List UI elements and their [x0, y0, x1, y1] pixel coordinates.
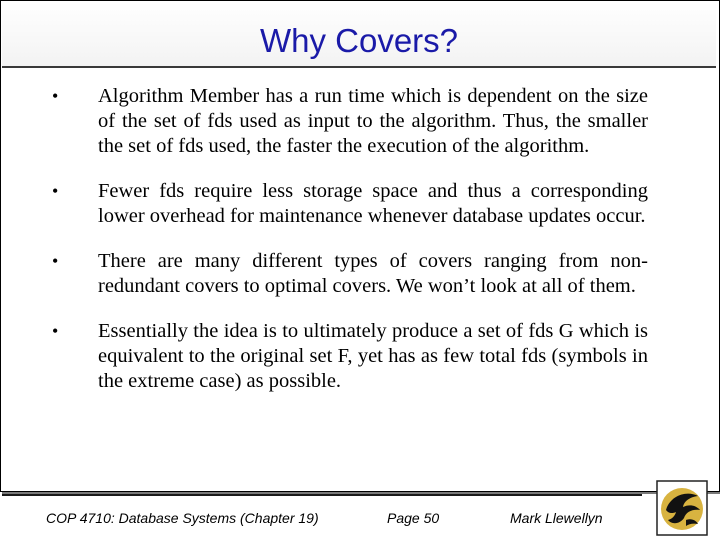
bullet-text: Fewer fds require less storage space and thus a corresponding lower overhead for maintenance whenever database updates occur.: [98, 180, 648, 227]
bullet-icon: •: [52, 251, 59, 271]
bullet-item: [52, 319, 648, 394]
bullet-item: [52, 84, 648, 159]
slide-title: Why Covers?: [259, 22, 459, 59]
bullet-text: Algorithm Member has a run time which is dependent on the size of the set of fds used as input to the algorithm. Thus, the smaller the set of fds used, the faster the execution of the algorithm.: [98, 85, 648, 157]
footer: [0, 492, 720, 540]
footer-author: Mark Llewellyn: [510, 510, 603, 526]
bullet-text: There are many different types of covers ranging from non-redundant covers to optimal covers. We won’t look at all of them.: [98, 250, 648, 297]
footer-bar: [2, 494, 642, 536]
bullet-text: Essentially the idea is to ultimately produce a set of fds G which is equivalent to the original set F, yet has as few total fds (symbols in the extreme case) as possible.: [98, 320, 648, 392]
bullet-item: [52, 249, 648, 299]
bullet-icon: •: [52, 86, 59, 106]
bullet-icon: •: [52, 181, 59, 201]
bullet-icon: •: [52, 321, 59, 341]
bullet-list: [52, 84, 648, 414]
title-bar: [2, 2, 716, 68]
bullet-item: [52, 179, 648, 229]
footer-course: COP 4710: Database Systems (Chapter 19): [46, 510, 319, 526]
footer-page-number: Page 50: [387, 510, 440, 526]
pegasus-logo-icon: [656, 480, 708, 536]
